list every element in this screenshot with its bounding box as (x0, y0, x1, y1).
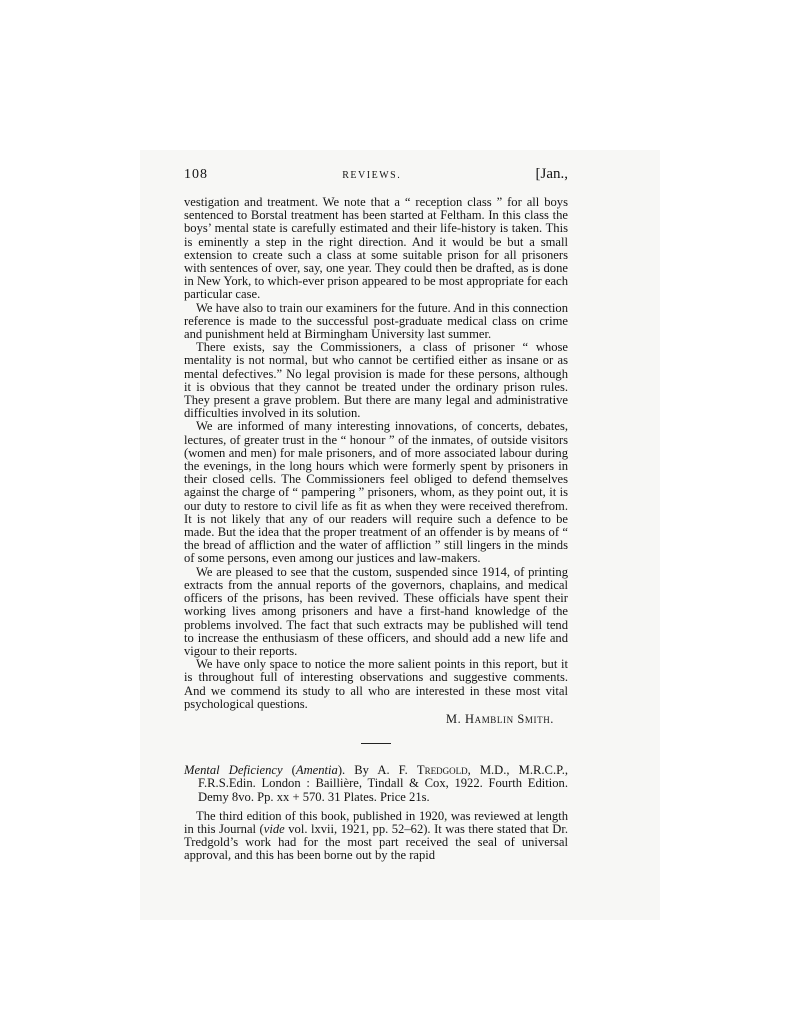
paragraph-4: We are informed of many interesting innovations, of concerts, debates, lectures, of greater trust in the “ honour ” of the inmates, of outside visitors (women and men) for male prisoners, and of more associated labour during the evenings, in the long hours which were formerly spent by prisoners in their closed cells. The Commissioners feel obliged to defend themselves against the charge of “ pampering ” prisoners, whom, as they point out, it is our duty to restore to civil life as fit as when they were received therefrom. It is not likely that any of our readers will require such a defence to be made. But the idea that the proper treatment of an offender is by means of “ the bread of affliction and the water of affliction ” still lingers in the minds of some persons, even among our justices and law-makers. (184, 419, 568, 566)
review-body-rest: vol. lxvii, 1921, pp. 52–62). It was there stated that Dr. Tredgold’s work had for the most part received the seal of universal approval, and this has been borne out by the rapid (184, 821, 568, 863)
book-details: , M.D., M.R.C.P., F.R.S.Edin. London : Baillière, Tindall & Cox, 1922. Fourth Edition. Demy 8vo. Pp. xx + 570. 31 Plates. Price 21s. (198, 763, 568, 804)
section-divider (361, 743, 391, 744)
vide-italic: vide (263, 821, 285, 836)
page-header (184, 168, 568, 192)
paragraph-5: We are pleased to see that the custom, suspended since 1914, of printing extracts from the annual reports of the governors, chaplains, and medical officers of the prisons, has been revived. These officials have spent their working lives among prisoners and have a first-hand knowledge of the problems involved. The fact that such extracts may be published will tend to increase the enthusiasm of these officers, and should add a new life and vigour to their reports. (184, 564, 568, 658)
review-body-start: The third edition of this book, published in 1920, was reviewed at length in this Journal ( (184, 808, 568, 836)
signature-text: M. Hamblin Smith. (446, 711, 554, 726)
running-title: REVIEWS. (342, 170, 402, 181)
journal-page (184, 168, 568, 863)
paragraph-1: vestigation and treatment. We note that a “ reception class ” for all boys sentenced to Borstal treatment has been started at Feltham. In this class the boys’ mental state is carefully estimated and their life-history is taken. This is eminently a step in the right direction. And it would be but a small extension to create such a class at some suitable prison for all prisoners with sentences of over, say, one year. They could then be drafted, as is done in New York, to which-ever prison appeared to be most appropriate for each particular case. (184, 195, 568, 302)
paragraph-3: There exists, say the Commissioners, a class of prisoner “ whose mentality is not normal, but who cannot be certified either as insane or as mental defectives.” No legal provision is made for these persons, although it is obvious that they cannot be treated under the ordinary prison rules. They present a grave problem. But there are many legal and administrative difficulties involved in its solution. (184, 340, 568, 421)
review-heading: Mental Deficiency (Amentia). By A. F. Tredgold, M.D., M.R.C.P., F.R.S.Edin. London : Baillière, Tindall & Cox, 1922. Fourth Edition. Demy 8vo. Pp. xx + 570. 31 Plates. Price 21s. (184, 763, 568, 804)
review-signature (184, 713, 568, 726)
review-body (184, 810, 568, 863)
paragraph-2: We have also to train our examiners for the future. And in this connection reference is made to the successful post-graduate medical class on crime and punishment held at Birmingham University last summer. (184, 300, 568, 342)
section-marker: [Jan., (535, 166, 568, 182)
paragraph-6: We have only space to notice the more salient points in this report, but it is throughout full of interesting observations and suggestive comments. And we commend its study to all who are interested in these most vital psychological questions. (184, 657, 568, 711)
book-title: Mental Deficiency (184, 763, 283, 778)
book-author: Tredgold (416, 763, 468, 778)
book-subtitle: Amentia (295, 763, 338, 778)
by-text: ). By A. F. (337, 763, 417, 778)
page-number: 108 (184, 167, 208, 182)
